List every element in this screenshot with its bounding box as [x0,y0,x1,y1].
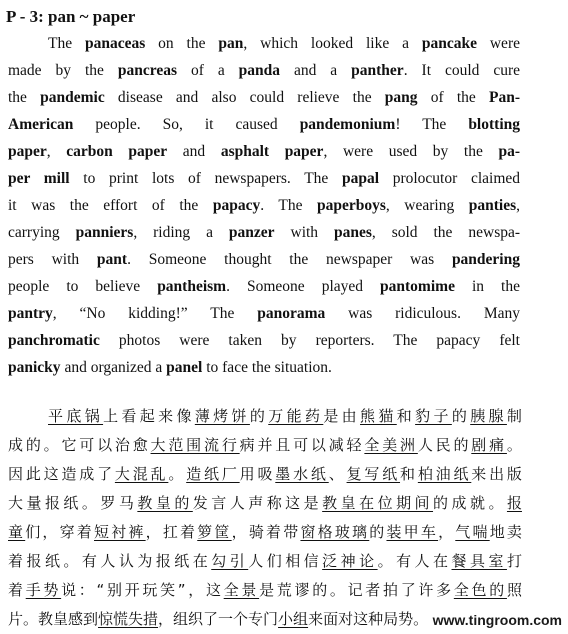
underlined-term: 餐具室 [451,552,507,570]
bold-vocab-word: pantheism [157,278,227,295]
text-run: 着报纸。有人认为报纸在 [8,552,212,570]
bold-vocab-word: panel [166,359,203,376]
text-run: the [8,89,41,106]
english-paragraph [8,30,520,381]
chinese-line [8,547,522,576]
text-run: 是荒谬的。记者拍了许多 [259,581,454,599]
text-run: ， [438,523,456,541]
text-run: 用吸 [239,465,276,483]
text-run: of the [417,89,489,106]
text-run: ，扛着 [145,523,198,541]
english-line [8,111,520,138]
english-line [8,30,520,57]
text-run: 的 [249,407,269,425]
text-run: to print lots of newspapers. The [69,170,342,187]
underlined-term: 复写纸 [346,465,401,483]
text-run: 人们相信 [248,552,323,570]
text-run: 人民的 [417,436,472,454]
underlined-term: 万能药 [268,407,324,425]
chinese-translation-paragraph [8,402,522,634]
text-run: . Someone thought the newspaper was [127,251,452,268]
bold-vocab-word: blotting [468,116,520,133]
bold-vocab-word: pandering [451,251,520,268]
underlined-term: 胰腺 [470,407,507,425]
text-run: were [476,35,520,52]
text-run: disease and also could relieve the [104,89,385,106]
underlined-term: 童 [8,523,26,541]
underlined-term: 勾引 [211,552,249,570]
bold-vocab-word: papacy [212,197,261,214]
text-run: 说：“别开玩笑”，这 [61,581,224,599]
underlined-term: 豹子 [415,407,452,425]
text-run: 、 [328,465,347,483]
text-run: 病并且可以减轻 [239,436,365,454]
text-run: 来面对这种局势。 [308,610,429,628]
text-run: 照 [506,581,522,599]
bold-vocab-word: paper [8,143,47,160]
text-run: 大量报纸。罗马 [8,494,138,512]
bold-vocab-word: panties [468,197,517,214]
text-run: , wearing [385,197,469,214]
text-run: The [48,35,85,52]
text-run: . Someone played [226,278,381,295]
underlined-term: 剧痛 [471,436,507,454]
text-run: in the [454,278,520,295]
bold-vocab-word: pa- [498,143,521,160]
text-run: 。有人在 [377,552,452,570]
text-run: 。 [168,465,187,483]
english-line [8,84,520,111]
english-line [8,300,520,327]
text-run: carrying [8,224,76,241]
text-run: . The [260,197,317,214]
text-run: 因此这造成了 [8,465,115,483]
text-run: 着 [8,581,26,599]
text-run: made by the [8,62,118,79]
underlined-term: 惊慌失措 [98,610,159,628]
english-line [8,327,520,354]
underlined-term: 熊猫 [360,407,397,425]
underlined-term: 装甲车 [386,523,439,541]
underlined-term: 大混乱 [114,465,169,483]
text-run: photos were taken by reporters. The papacy felt [99,332,520,349]
text-run: 和 [400,465,418,483]
bold-vocab-word: Pan- [488,89,520,106]
underlined-term: 全景 [223,581,260,599]
english-line [8,192,520,219]
english-line [8,138,520,165]
bold-vocab-word: paperboys [316,197,386,214]
underlined-term: 全美洲 [364,436,418,454]
chinese-line [8,402,522,431]
underlined-term: 手势 [25,581,62,599]
text-run: ，组织了一个专门 [158,610,279,628]
text-run: 。 [506,436,522,454]
text-run: 的 [451,407,471,425]
bold-vocab-word: papal [341,170,380,187]
bold-vocab-word: panther [351,62,404,79]
text-run: people. So, it caused [73,116,300,133]
text-run: it was the effort of the [8,197,213,214]
text-run: 们，穿着 [25,523,95,541]
bold-vocab-word: panzer [228,224,275,241]
text-run: , which looked like a [243,35,422,52]
bold-vocab-word: panicky [8,359,61,376]
text-run: 的 [369,523,387,541]
text-run: pers with [8,251,97,268]
bold-vocab-word: pandemic [40,89,105,106]
bold-vocab-word: panes [334,224,372,241]
underlined-term: 造纸厂 [186,465,240,483]
underlined-term: 平底锅 [48,407,104,425]
text-run: was ridiculous. Many [325,305,520,322]
underlined-term: 小组 [278,610,309,628]
text-run: , riding a [133,224,229,241]
text-run: 是由 [323,407,361,425]
underlined-term: 气喘 [455,523,490,541]
bold-vocab-word: carbon paper [66,143,168,160]
text-run: people to believe [8,278,158,295]
text-run: , sold the newspa- [371,224,521,241]
site-watermark: www.tingroom.com [432,612,562,628]
text-run: 来出版 [471,465,522,483]
text-run: and a [280,62,352,79]
text-run: 地卖 [489,523,522,541]
bold-vocab-word: pan [218,35,244,52]
text-run: to face the situation. [202,359,332,376]
text-run: of a [177,62,239,79]
underlined-term: 教皇在位期间 [322,494,434,512]
bold-vocab-word: panda [238,62,281,79]
text-run: 成的。它可以治愈 [8,436,151,454]
bold-vocab-word: pancreas [117,62,177,79]
text-run: 打 [506,552,522,570]
text-run: and [167,143,221,160]
english-line [8,165,520,192]
bold-vocab-word: pang [384,89,418,106]
chinese-line [8,489,522,518]
text-run: 和 [396,407,416,425]
text-run: ，骑着带 [231,523,301,541]
underlined-term: 报 [506,494,522,512]
text-run: 上看起来像 [103,407,195,425]
bold-vocab-word: pant [96,251,128,268]
bold-vocab-word: per mill [8,170,70,187]
underlined-term: 大范围流行 [150,436,240,454]
bold-vocab-word: American [8,116,74,133]
english-line [8,219,520,246]
text-run: ! The [395,116,469,133]
text-run: 片。教皇感到 [8,610,99,628]
bold-vocab-word: panorama [257,305,326,322]
text-run: . It could cure [403,62,521,79]
underlined-term: 箩筐 [197,523,232,541]
text-run: , were used by the [323,143,499,160]
underlined-term: 窗格玻璃 [300,523,370,541]
bold-vocab-word: pantry [8,305,53,322]
text-run: with [274,224,334,241]
chinese-line [8,576,522,605]
underlined-term: 短衬裤 [94,523,146,541]
text-run: 发言人声称这是 [192,494,323,512]
text-run: 制 [506,407,522,425]
english-line [8,57,520,84]
bold-vocab-word: pandemonium [299,116,396,133]
text-run: prolocutor claimed [379,170,521,187]
bold-vocab-word: pantomime [380,278,455,295]
bold-vocab-word: pancake [421,35,477,52]
english-line [8,273,520,300]
text-run: on the [145,35,219,52]
chinese-line [8,460,522,489]
underlined-term: 柏油纸 [417,465,472,483]
underlined-term: 墨水纸 [275,465,329,483]
underlined-term: 薄烤饼 [194,407,250,425]
english-line [8,354,520,381]
underlined-term: 教皇的 [137,494,193,512]
section-heading: P - 3: pan ~ paper [6,7,136,26]
text-run: , [516,197,520,214]
chinese-line [8,518,522,547]
bold-vocab-word: asphalt paper [220,143,324,160]
bold-vocab-word: panchromatic [8,332,100,349]
bold-vocab-word: panaceas [84,35,146,52]
english-line [8,246,520,273]
chinese-line [8,431,522,460]
underlined-term: 全色的 [453,581,507,599]
text-run: , “No kidding!” The [52,305,258,322]
underlined-term: 泛神论 [322,552,378,570]
text-run: 的成就。 [433,494,507,512]
text-run: , [46,143,67,160]
bold-vocab-word: panniers [75,224,134,241]
text-run: and organized a [60,359,167,376]
